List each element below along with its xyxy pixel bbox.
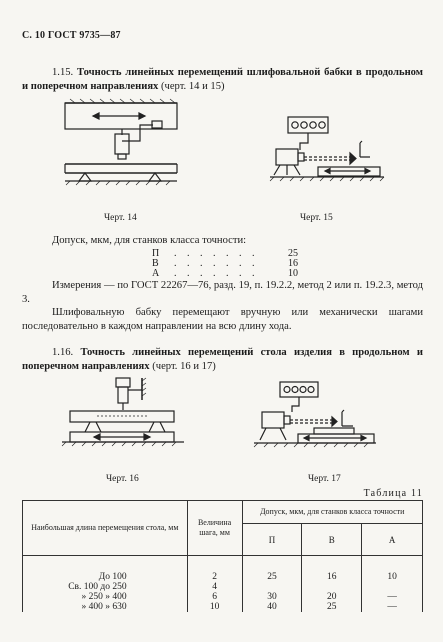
- table-header-row: [23, 501, 423, 524]
- cell-tol-a: —: [362, 592, 423, 602]
- cell-tol-a: [362, 582, 423, 592]
- section-1-16-title: Точность линейных перемещений стола изделия в продольном и поперечном направлениях: [22, 347, 423, 372]
- table-title: Таблица 11: [363, 488, 423, 499]
- cell-tol-v: 25: [302, 602, 362, 612]
- table-row: [23, 592, 423, 602]
- cell-tol-p: 40: [242, 602, 302, 612]
- cell-length: » 400 » 630: [23, 602, 188, 612]
- figure-17: [252, 382, 382, 462]
- section-1-15-number: 1.15.: [52, 67, 74, 78]
- cell-tol-p: 25: [242, 556, 302, 583]
- leader-dots: . . . . . . .: [174, 268, 259, 279]
- tolerance-label: Допуск, мкм, для станков класса точности:: [52, 235, 247, 246]
- section-1-15-ref: (черт. 14 и 15): [161, 81, 225, 92]
- tolerance-class: В: [152, 258, 159, 269]
- tolerance-class: А: [152, 268, 160, 279]
- cell-tol-v: 20: [302, 592, 362, 602]
- cell-length: До 100: [23, 556, 188, 583]
- caption-figure-16: Черт. 16: [106, 474, 139, 484]
- leader-dots: . . . . . . .: [174, 258, 259, 269]
- cell-step: 2: [187, 556, 242, 583]
- tolerance-value: 10: [288, 268, 298, 279]
- tolerance-value: 16: [288, 258, 298, 269]
- page-header: С. 10 ГОСТ 9735—87: [22, 30, 121, 41]
- caption-figure-14: Черт. 14: [104, 213, 137, 223]
- cell-length: » 250 » 400: [23, 592, 188, 602]
- cell-step: 10: [187, 602, 242, 612]
- cell-tol-a: —: [362, 602, 423, 612]
- col-header-class: П: [242, 524, 302, 556]
- col-header-length: Наибольшая длина перемещения стола, мм: [23, 501, 188, 556]
- section-1-15: [22, 66, 423, 94]
- section-1-16: [22, 346, 423, 374]
- cell-tol-v: 16: [302, 556, 362, 583]
- tolerance-class: П: [152, 248, 160, 259]
- tolerance-value: 25: [288, 248, 298, 259]
- cell-tol-v: [302, 582, 362, 592]
- table-row: [23, 556, 423, 583]
- section-1-16-number: 1.16.: [52, 347, 74, 358]
- figure-14: [55, 100, 190, 195]
- cell-step: 6: [187, 592, 242, 602]
- tolerance-row: [152, 268, 298, 279]
- caption-figure-17: Черт. 17: [308, 474, 341, 484]
- col-header-tolerance: Допуск, мкм, для станков класса точности: [242, 501, 422, 524]
- movement-paragraph: Шлифовальную бабку перемещают вручную или механически шагами последовательно в каждом направлении на всю длину хода.: [22, 307, 423, 332]
- col-header-class: В: [302, 524, 362, 556]
- figure-16: [62, 378, 192, 466]
- cell-tol-a: 10: [362, 556, 423, 583]
- cell-length: Св. 100 до 250: [23, 582, 188, 592]
- cell-step: 4: [187, 582, 242, 592]
- section-1-16-ref: (черт. 16 и 17): [152, 361, 216, 372]
- col-header-step: Величина шага, мм: [187, 501, 242, 556]
- caption-figure-15: Черт. 15: [300, 213, 333, 223]
- col-header-class: А: [362, 524, 423, 556]
- table-row: [23, 602, 423, 612]
- table-row: [23, 582, 423, 592]
- leader-dots: . . . . . . .: [174, 248, 259, 259]
- section-1-15-title: Точность линейных перемещений шлифовальной бабки в продольном и поперечном направлениях: [22, 67, 423, 92]
- figure-15: [262, 117, 392, 192]
- table-11: [22, 500, 423, 612]
- cell-tol-p: 30: [242, 592, 302, 602]
- cell-tol-p: [242, 582, 302, 592]
- measurement-paragraph: Измерения — по ГОСТ 22267—76, разд. 19, п. 19.2.2, метод 2 или п. 19.2.3, метод 3.: [22, 280, 423, 305]
